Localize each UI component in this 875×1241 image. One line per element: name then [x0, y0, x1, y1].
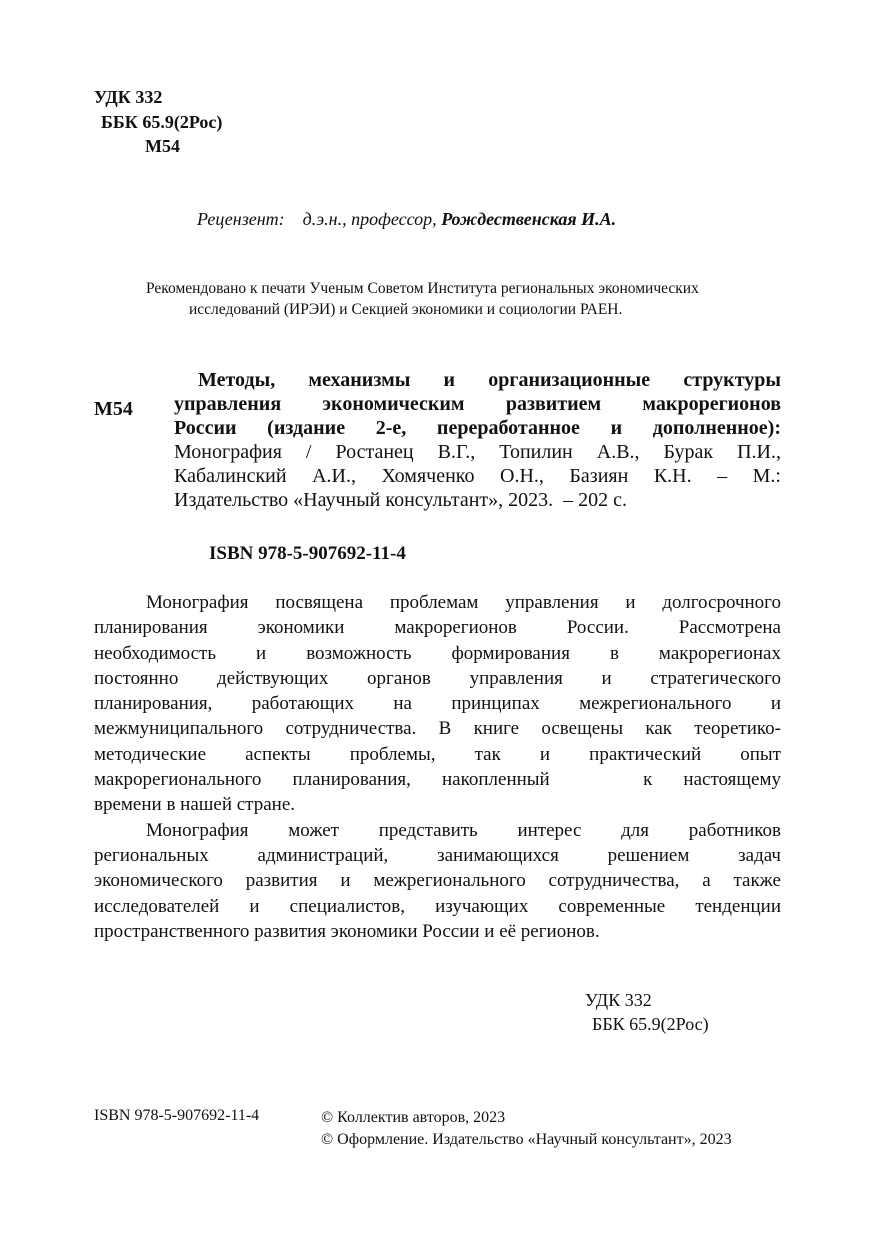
catalog-description-line: Кабалинский А.И., Хомяченко О.Н., Базиян К.Н. – М.:	[174, 465, 781, 487]
author-mark: М54	[145, 136, 180, 156]
footer-bbk: ББК 65.9(2Рос)	[592, 1014, 709, 1034]
isbn-main: ISBN 978-5-907692-11-4	[209, 543, 406, 564]
abstract-line: постоянно действующих органов управления и стратегического	[94, 667, 781, 689]
catalog-title-line: Методы, механизмы и организационные структуры	[198, 369, 781, 391]
abstract-line: планирования экономики макрорегионов России. Рассмотрена	[94, 617, 781, 639]
catalog-entry	[174, 368, 781, 512]
abstract-line: Монография может представить интерес для работников	[146, 819, 781, 841]
abstract-line: Монография посвящена проблемам управления и долгосрочного	[146, 592, 781, 613]
recommendation-line: Рекомендовано к печати Ученым Советом Института региональных экономических	[146, 280, 699, 297]
catalog-mark: М54	[94, 398, 133, 420]
catalog-description-line: Монография / Ростанец В.Г., Топилин А.В., Бурак П.И.,	[174, 441, 781, 463]
catalog-title-line: управления экономическим развитием макрорегионов	[174, 393, 781, 415]
abstract-line: времени в нашей стране.	[94, 794, 296, 816]
copyright-line: © Оформление. Издательство «Научный консультант», 2023	[321, 1131, 732, 1148]
abstract-line: планирования, работающих на принципах межрегионального и	[94, 693, 781, 715]
copyright-line: © Коллектив авторов, 2023	[321, 1109, 506, 1126]
reviewer-label: Рецензент:	[197, 209, 285, 229]
catalog-title-line: России (издание 2-е, переработанное и дополненное):	[174, 417, 781, 439]
bbk-code: ББК 65.9(2Рос)	[101, 112, 223, 132]
reviewer-credentials: д.э.н., профессор,	[302, 209, 437, 229]
copyright-block	[321, 1107, 732, 1151]
footer-udk: УДК 332	[585, 990, 652, 1010]
abstract-line: экономического развития и межрегионального сотрудничества, а также	[94, 870, 781, 892]
abstract-line: методические аспекты проблемы, так и практический опыт	[94, 743, 781, 765]
abstract-line: межмуниципального сотрудничества. В книге освещены как теоретико-	[94, 718, 781, 740]
recommendation-line: исследований (ИРЭИ) и Секцией экономики и социологии РАЕН.	[189, 301, 623, 318]
reviewer-line	[197, 209, 616, 230]
abstract-line: пространственного развития экономики России и её регионов.	[94, 920, 600, 942]
udk-code: УДК 332	[94, 87, 163, 107]
isbn-footer: ISBN 978-5-907692-11-4	[94, 1107, 260, 1124]
catalog-description-line: Издательство «Научный консультант», 2023. – 202 с.	[174, 489, 628, 511]
footer-codes	[585, 988, 709, 1036]
abstract-line: необходимость и возможность формирования в макрорегионах	[94, 642, 781, 664]
abstract-line: макрорегионального планирования, накопленный к настоящему	[94, 769, 781, 791]
recommendation-note	[146, 278, 786, 320]
abstract-line: исследователей и специалистов, изучающих современные тенденции	[94, 895, 781, 917]
reviewer-name: Рождественская И.А.	[441, 209, 617, 229]
abstract	[94, 590, 781, 944]
abstract-line: региональных администраций, занимающихся решением задач	[94, 844, 781, 866]
